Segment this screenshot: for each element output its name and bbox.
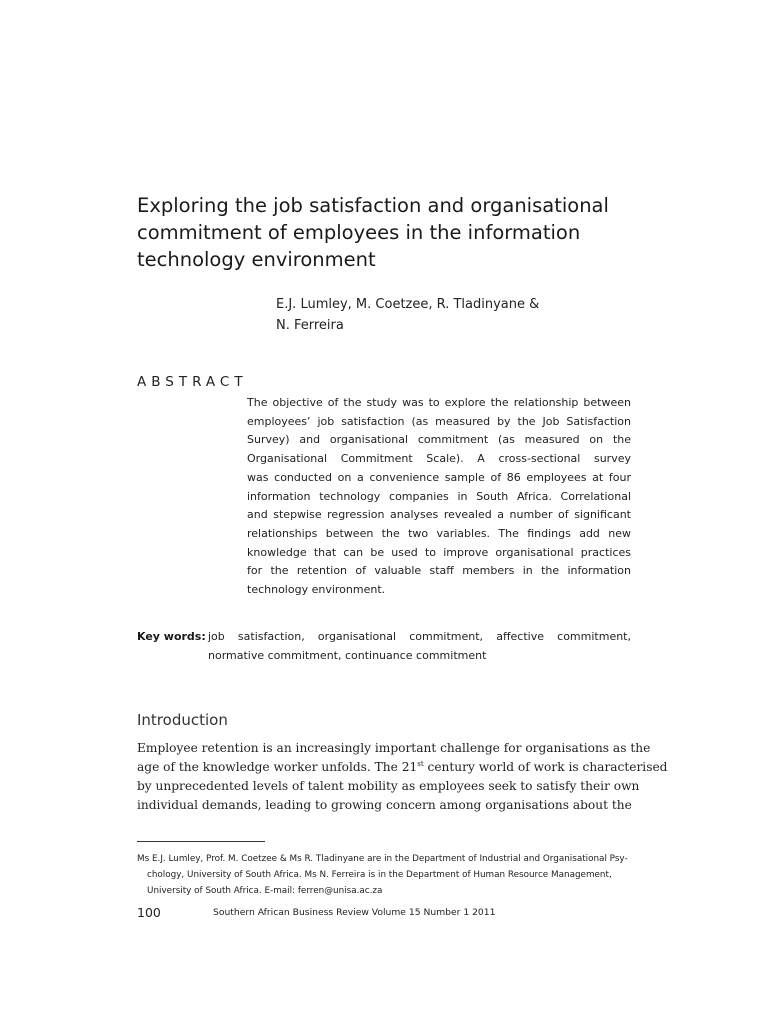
footnote xyxy=(137,851,637,899)
title-line: Exploring the job satisfaction and organisational xyxy=(137,194,609,217)
section-heading-introduction: Introduction xyxy=(137,711,228,729)
keywords-line: job satisfaction, organisational commitment, affective commitment, xyxy=(208,630,631,643)
abstract-body xyxy=(247,394,631,600)
abstract-line: technology environment. xyxy=(247,583,386,597)
author-line: N. Ferreira xyxy=(276,318,344,333)
footnote-line: Ms E.J. Lumley, Prof. M. Coetzee & Ms R. Tladinyane are in the Department of Industrial and Organisational Psy- xyxy=(137,854,628,864)
abstract-line: relationships between the two variables. The findings add new xyxy=(247,526,631,540)
author-line: E.J. Lumley, M. Coetzee, R. Tladinyane & xyxy=(276,297,540,312)
footnote-line: University of South Africa. E-mail: ferren@unisa.ac.za xyxy=(147,886,383,896)
title-line: technology environment xyxy=(137,248,376,271)
page-number: 100 xyxy=(137,905,161,920)
paragraph-line: by unprecedented levels of talent mobility as employees seek to satisfy their own xyxy=(137,779,640,793)
footnote-divider xyxy=(137,841,265,842)
abstract-line: Organisational Commitment Scale). A cross-sectional survey xyxy=(247,452,631,466)
abstract-line: and stepwise regression analyses revealed a number of significant xyxy=(247,508,631,522)
abstract-line: Survey) and organisational commitment (as measured on the xyxy=(247,433,631,447)
abstract-line: The objective of the study was to explore the relationship between xyxy=(247,396,631,409)
keywords-list xyxy=(208,627,631,665)
author-list xyxy=(276,294,539,336)
paragraph-line: Employee retention is an increasingly important challenge for organisations as the xyxy=(137,741,651,755)
abstract-line: information technology companies in South Africa. Correlational xyxy=(247,489,631,503)
paragraph-line: individual demands, leading to growing concern among organisations about the xyxy=(137,798,632,812)
abstract-line: employees’ job satisfaction (as measured by the Job Satisfaction xyxy=(247,414,631,428)
footnote-line: chology, University of South Africa. Ms N. Ferreira is in the Department of Human Resource Management, xyxy=(147,870,612,880)
keywords-line: normative commitment, continuance commitment xyxy=(208,649,487,662)
abstract-heading: ABSTRACT xyxy=(137,374,248,390)
title-line: commitment of employees in the information xyxy=(137,221,581,244)
abstract-line: for the retention of valuable staff members in the information xyxy=(247,564,631,578)
journal-footer: Southern African Business Review Volume 15 Number 1 2011 xyxy=(213,907,496,918)
abstract-line: knowledge that can be used to improve organisational practices xyxy=(247,545,631,559)
keywords-label: Key words: xyxy=(137,630,206,643)
introduction-paragraph xyxy=(137,739,668,815)
article-title xyxy=(137,192,657,273)
abstract-line: was conducted on a convenience sample of 86 employees at four xyxy=(247,470,631,484)
paragraph-line: age of the knowledge worker unfolds. The 21st century world of work is characterised xyxy=(137,759,668,774)
